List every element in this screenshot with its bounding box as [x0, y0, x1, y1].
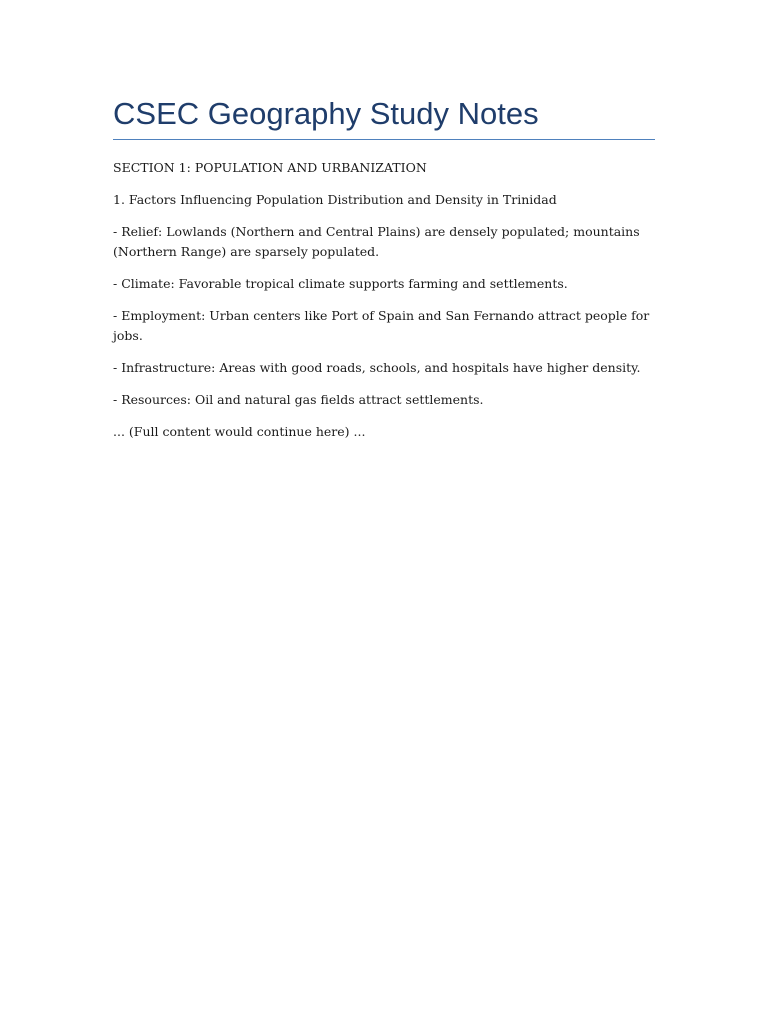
continuation-note: ... (Full content would continue here) ... [113, 424, 366, 439]
section-heading: SECTION 1: POPULATION AND URBANIZATION [113, 160, 427, 175]
bullet-climate: - Climate: Favorable tropical climate supports farming and settlements. [113, 276, 568, 291]
bullet-relief: - Relief: Lowlands (Northern and Central Plains) are densely populated; mountains (Northern Range) are sparsely populated. [113, 224, 640, 259]
bullet-resources: - Resources: Oil and natural gas fields attract settlements. [113, 392, 484, 407]
document-text [113, 158, 655, 442]
title-underline-rule [113, 139, 655, 140]
document-body [113, 93, 655, 442]
document-title: CSEC Geography Study Notes [113, 96, 539, 131]
bullet-infrastructure: - Infrastructure: Areas with good roads, schools, and hospitals have higher density. [113, 360, 641, 375]
bullet-employment: - Employment: Urban centers like Port of Spain and San Fernando attract people for jobs. [113, 308, 650, 343]
subsection-heading: 1. Factors Influencing Population Distribution and Density in Trinidad [113, 192, 557, 207]
